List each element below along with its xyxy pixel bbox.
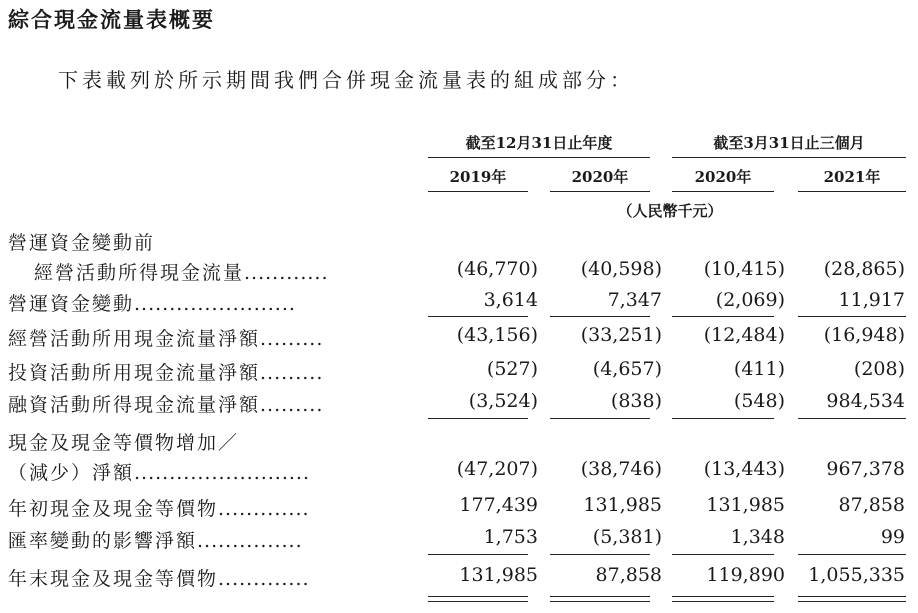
cell-value: (46,770)	[456, 258, 538, 280]
cell-value: (208)	[853, 358, 905, 380]
subtotal-rule	[672, 554, 774, 555]
table-row	[8, 358, 908, 388]
cell-value: (40,598)	[580, 258, 662, 280]
cell-value: 967,378	[826, 458, 905, 480]
cell-value: 3,614	[483, 289, 538, 311]
cell-value: (33,251)	[580, 324, 662, 346]
cell-value: 1,753	[483, 526, 538, 548]
cell-value: (16,948)	[823, 324, 905, 346]
cell-value: 11,917	[838, 289, 905, 311]
subtotal-rule	[550, 418, 650, 419]
table-row	[8, 526, 908, 556]
cell-value: 87,858	[838, 494, 905, 516]
row-label: 年初現金及現金等價物.............	[8, 498, 310, 520]
row-label: 年末現金及現金等價物.............	[8, 568, 310, 590]
cell-value: (838)	[610, 390, 662, 412]
header-group-annual: 截至12月31日止年度	[428, 132, 650, 158]
cell-value: 1,055,335	[808, 564, 905, 586]
unit-label: （人民幣千元）	[617, 202, 723, 220]
cell-value: (411)	[733, 358, 785, 380]
cell-value: (12,484)	[703, 324, 785, 346]
subtotal-rule	[672, 316, 774, 317]
total-double-rule	[550, 596, 650, 602]
cell-value: (5,381)	[592, 526, 662, 548]
cell-value: 131,985	[706, 494, 785, 516]
table-row	[8, 289, 908, 319]
subtotal-rule	[428, 316, 528, 317]
row-label: 投資活動所用現金流量淨額.........	[8, 362, 324, 384]
row-label: 經營活動所用現金流量淨額.........	[8, 328, 324, 350]
cell-value: 131,985	[583, 494, 662, 516]
cell-value: (43,156)	[456, 324, 538, 346]
header-year-2021: 2021年	[798, 166, 906, 192]
row-label: 融資活動所得現金流量淨額.........	[8, 394, 324, 416]
intro-text: 下表載列於所示期間我們合併現金流量表的組成部分：	[58, 68, 634, 92]
table-row	[8, 258, 908, 288]
header-year-2020b: 2020年	[672, 166, 774, 192]
subtotal-rule	[550, 316, 650, 317]
total-double-rule	[672, 596, 774, 602]
cell-value: 7,347	[607, 289, 662, 311]
row-label: 經營活動所得現金流量............	[34, 262, 329, 284]
section-label-before-working-capital: 營運資金變動前	[8, 232, 156, 254]
header-group-quarterly: 截至3月31日止三個月	[672, 132, 906, 158]
cell-value: (3,524)	[468, 390, 538, 412]
cell-value: (4,657)	[592, 358, 662, 380]
subtotal-rule	[428, 554, 528, 555]
header-year-2019: 2019年	[428, 166, 528, 192]
subtotal-rule	[798, 554, 906, 555]
subtotal-rule	[798, 418, 906, 419]
cell-value: (38,746)	[580, 458, 662, 480]
cell-value: 87,858	[595, 564, 662, 586]
cell-value: 131,985	[459, 564, 538, 586]
cell-value: 1,348	[730, 526, 785, 548]
table-row	[8, 458, 908, 488]
cell-value: (548)	[733, 390, 785, 412]
table-row	[8, 564, 908, 594]
subtotal-rule	[428, 418, 528, 419]
cell-value: (47,207)	[456, 458, 538, 480]
header-year-2020a: 2020年	[550, 166, 650, 192]
section-label-net-change: 現金及現金等價物增加／	[8, 432, 240, 454]
subtotal-rule	[550, 554, 650, 555]
cell-value: 984,534	[826, 390, 905, 412]
table-row	[8, 390, 908, 420]
cell-value: (2,069)	[715, 289, 785, 311]
page-title: 綜合現金流量表概要	[8, 7, 215, 32]
cell-value: (28,865)	[823, 258, 905, 280]
total-double-rule	[798, 596, 906, 602]
cell-value: (10,415)	[703, 258, 785, 280]
row-label: 營運資金變動.......................	[8, 293, 296, 315]
subtotal-rule	[798, 316, 906, 317]
row-label: 匯率變動的影響淨額...............	[8, 530, 303, 552]
total-double-rule	[428, 596, 528, 602]
cell-value: 119,890	[706, 564, 785, 586]
row-label: （減少）淨額.........................	[8, 462, 311, 484]
cell-value: 99	[880, 526, 905, 548]
table-row	[8, 324, 908, 354]
cell-value: (13,443)	[703, 458, 785, 480]
cell-value: (527)	[486, 358, 538, 380]
cell-value: 177,439	[459, 494, 538, 516]
subtotal-rule	[672, 418, 774, 419]
table-row	[8, 494, 908, 524]
